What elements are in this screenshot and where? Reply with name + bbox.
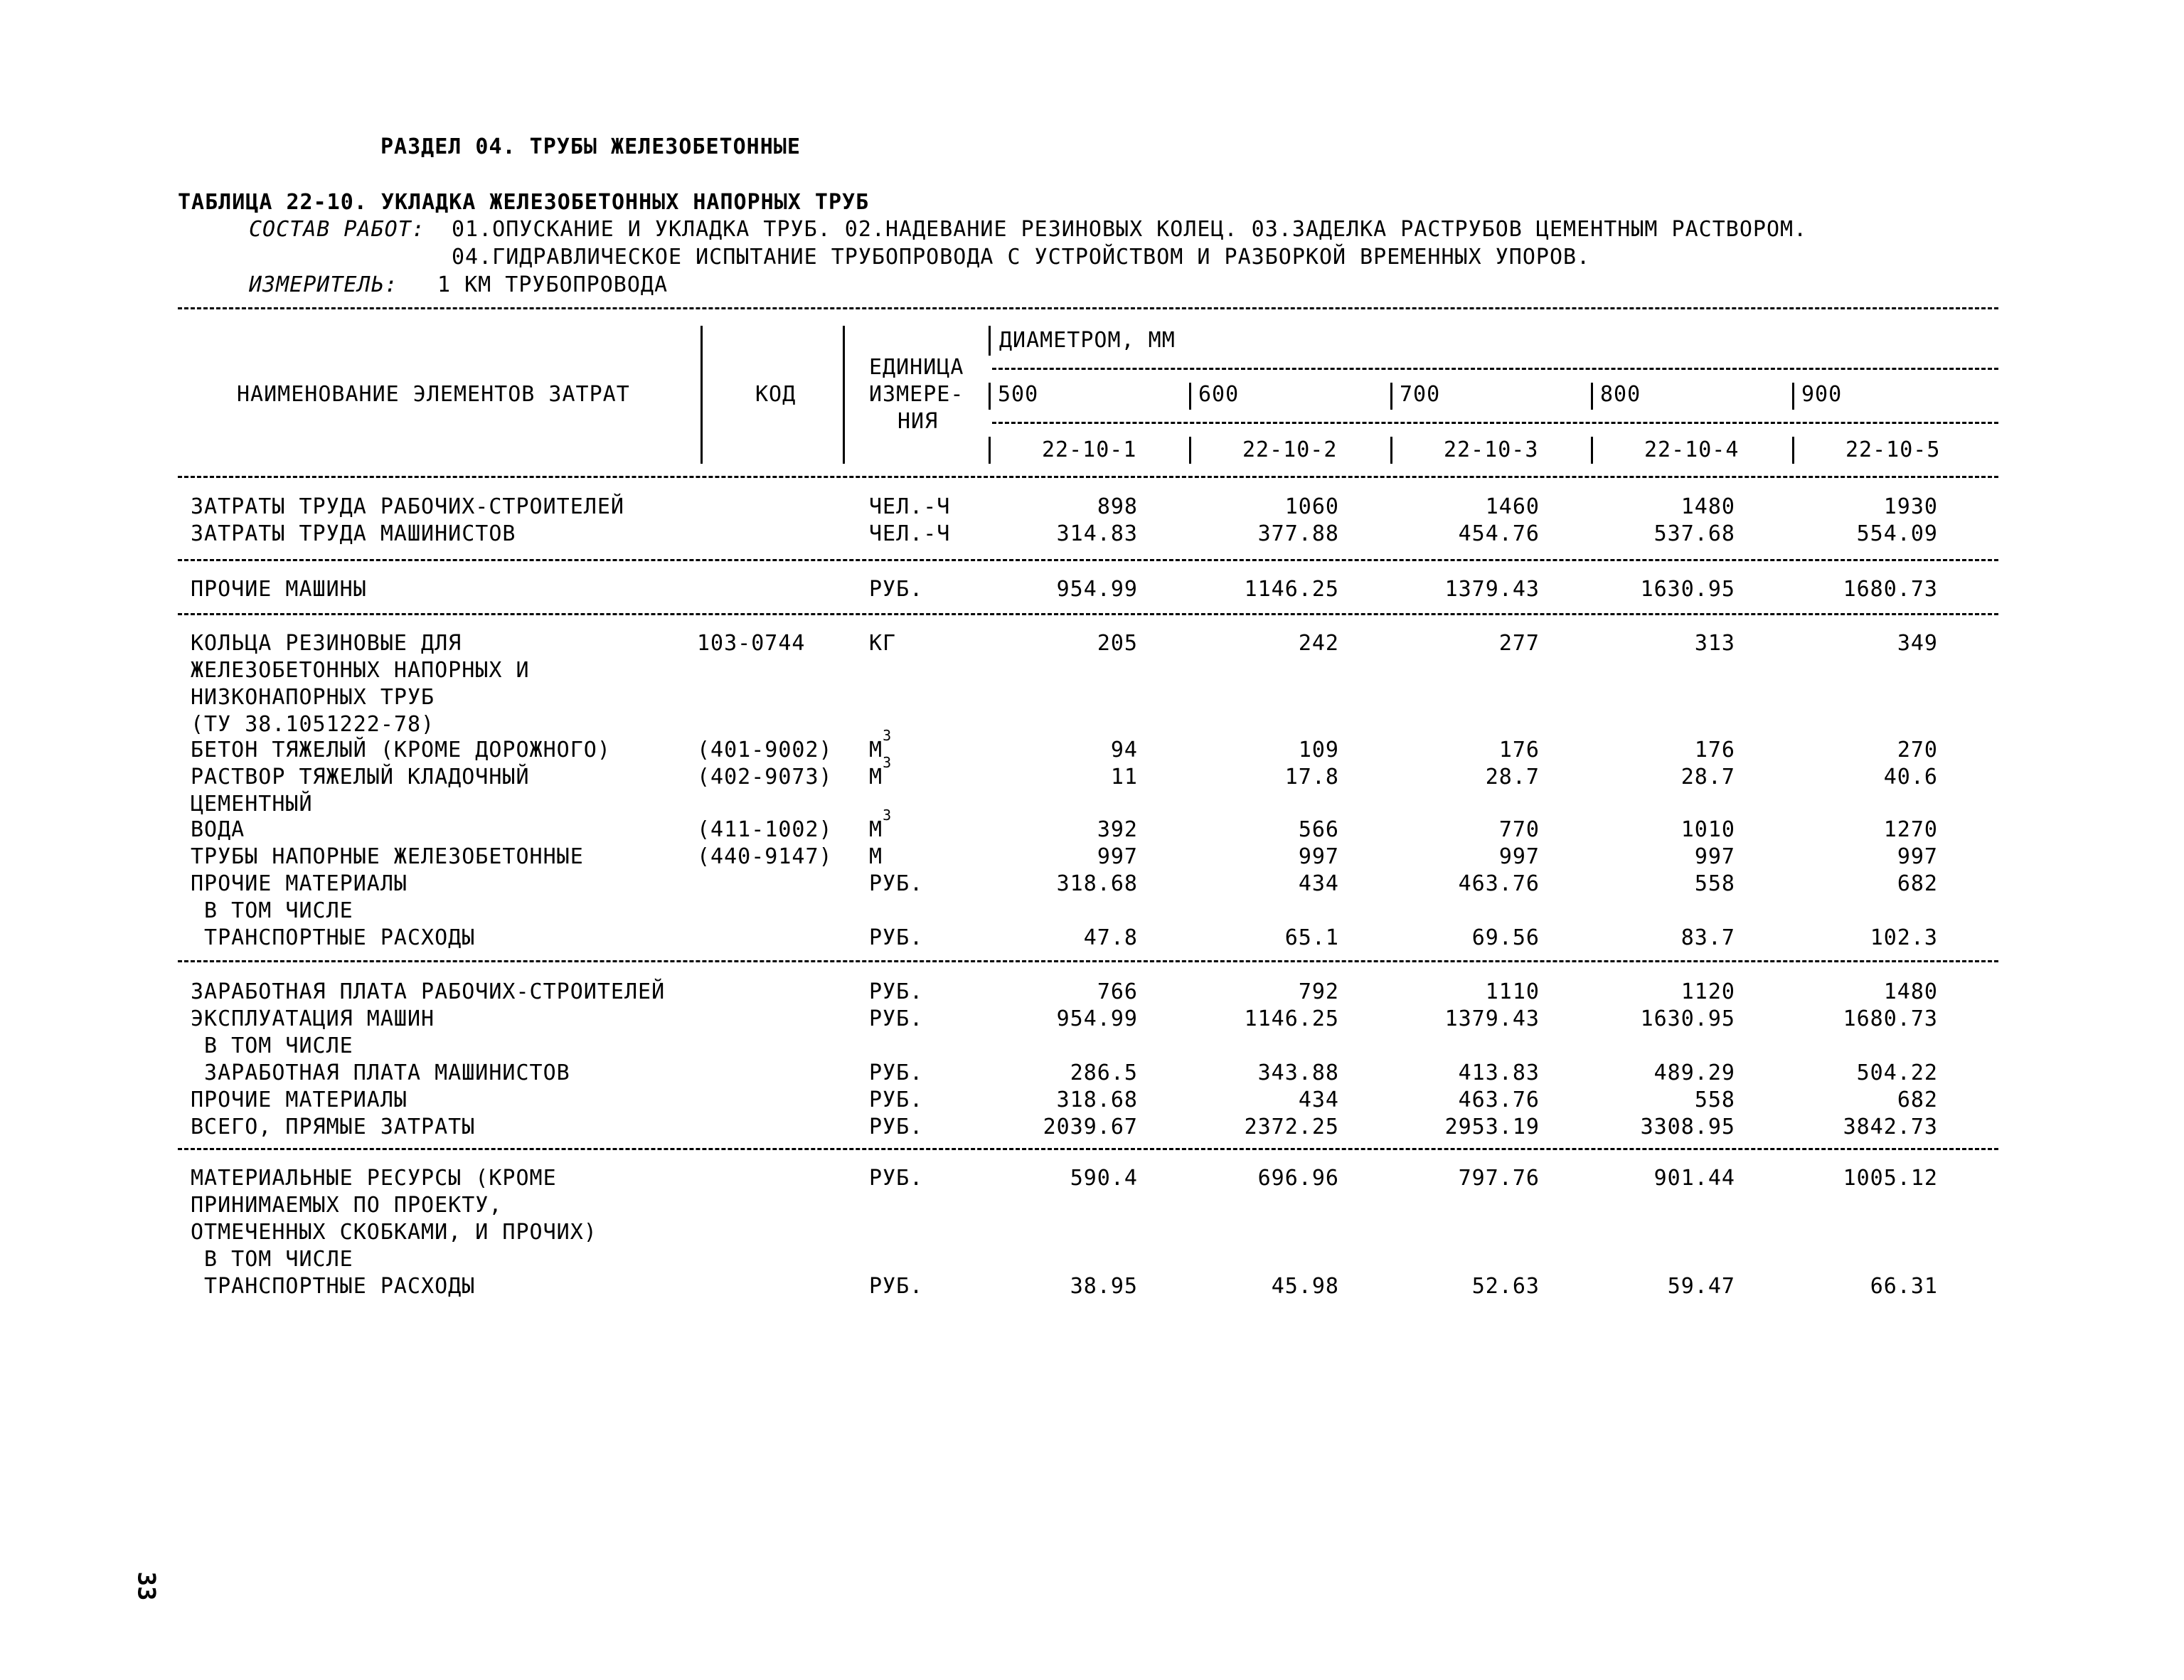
row-value-col-2: 792	[1298, 979, 1339, 1004]
diameter-600: 600	[1198, 382, 1240, 407]
row-label: МАТЕРИАЛЬНЫЕ РЕСУРСЫ (КРОМЕ	[191, 1166, 557, 1191]
row-value-col-1: 997	[1097, 844, 1138, 869]
col-divider	[1591, 437, 1593, 464]
row-value-col-5: 997	[1897, 844, 1938, 869]
header-name: НАИМЕНОВАНИЕ ЭЛЕМЕНТОВ ЗАТРАТ	[237, 382, 630, 407]
row-label: КОЛЬЦА РЕЗИНОВЫЕ ДЛЯ	[191, 631, 462, 656]
col-divider	[989, 437, 991, 464]
row-value-col-2: 566	[1298, 817, 1339, 842]
row-value-col-5: 1270	[1883, 817, 1938, 842]
row-unit	[869, 630, 896, 657]
row-label: ЦЕМЕНТНЫЙ	[191, 792, 313, 817]
row-unit	[869, 1165, 923, 1192]
row-unit-text: РУБ.	[869, 871, 924, 896]
row-value-col-4: 1630.95	[1640, 1006, 1735, 1031]
page-number: 33	[132, 1571, 161, 1601]
header-diameter: ДИАМЕТРОМ, ММ	[999, 328, 1176, 353]
row-label: ПРОЧИЕ МАТЕРИАЛЫ	[191, 871, 407, 896]
row-value-col-1: 2039.67	[1043, 1115, 1138, 1139]
row-value-col-4: 83.7	[1680, 925, 1735, 950]
row-value-col-5: 40.6	[1883, 765, 1938, 790]
rule	[992, 368, 1998, 370]
work-line-2: 04.ГИДРАВЛИЧЕСКОЕ ИСПЫТАНИЕ ТРУБОПРОВОДА С УСТРОЙСТВОМ И РАЗБОРКОЙ ВРЕМЕННЫХ УПОРОВ.	[452, 245, 1591, 270]
col-divider	[1390, 383, 1392, 410]
row-value-col-3: 770	[1498, 817, 1540, 842]
rule	[178, 960, 1998, 962]
row-value-col-2: 343.88	[1257, 1060, 1339, 1085]
row-value-col-2: 2372.25	[1244, 1115, 1339, 1139]
row-unit	[869, 871, 923, 898]
row-value-col-4: 1630.95	[1640, 577, 1735, 602]
row-unit	[869, 1114, 923, 1141]
row-unit	[869, 521, 950, 548]
row-value-col-4: 3308.95	[1640, 1115, 1735, 1139]
row-value-col-4: 997	[1694, 844, 1735, 869]
meter-value: 1 КМ ТРУБОПРОВОДА	[437, 272, 668, 297]
row-value-col-5: 682	[1897, 871, 1938, 896]
col-divider	[1792, 437, 1794, 464]
row-label: ЗАРАБОТНАЯ ПЛАТА РАБОЧИХ-СТРОИТЕЛЕЙ	[191, 979, 666, 1004]
col-divider	[1792, 383, 1794, 410]
row-value-col-3: 176	[1498, 738, 1540, 762]
row-unit	[869, 494, 950, 521]
row-value-col-4: 1010	[1680, 817, 1735, 842]
row-unit-text: РУБ.	[869, 1006, 924, 1031]
row-value-col-1: 954.99	[1056, 1006, 1138, 1031]
row-value-col-1: 590.4	[1070, 1166, 1138, 1191]
row-value-col-4: 1120	[1680, 979, 1735, 1004]
row-value-col-5: 504.22	[1856, 1060, 1938, 1085]
row-value-col-5: 1680.73	[1843, 1006, 1938, 1031]
row-value-col-2: 696.96	[1257, 1166, 1339, 1191]
row-label: ЗАРАБОТНАЯ ПЛАТА МАШИНИСТОВ	[191, 1060, 570, 1085]
row-unit	[869, 925, 923, 952]
row-value-col-3: 1110	[1485, 979, 1540, 1004]
row-unit-text: ЧЕЛ.-Ч	[869, 521, 951, 546]
row-label: ТРУБЫ НАПОРНЫЕ ЖЕЛЕЗОБЕТОННЫЕ	[191, 844, 584, 869]
header-unit-1: ЕДИНИЦА	[869, 355, 964, 380]
row-unit	[869, 979, 923, 1006]
row-value-col-1: 94	[1110, 738, 1138, 762]
col-divider	[1390, 437, 1392, 464]
row-unit	[869, 807, 893, 844]
diameter-800: 800	[1600, 382, 1641, 407]
row-unit	[869, 576, 923, 603]
row-value-col-1: 392	[1097, 817, 1138, 842]
row-value-col-2: 997	[1298, 844, 1339, 869]
row-label: ВСЕГО, ПРЯМЫЕ ЗАТРАТЫ	[191, 1115, 476, 1139]
code-22-10-2: 22-10-2	[1242, 437, 1338, 462]
row-code: (402-9073)	[697, 765, 833, 790]
row-value-col-1: 314.83	[1056, 521, 1138, 546]
row-value-col-4: 558	[1694, 871, 1735, 896]
row-value-col-3: 997	[1498, 844, 1540, 869]
row-label: ЗАТРАТЫ ТРУДА РАБОЧИХ-СТРОИТЕЛЕЙ	[191, 494, 624, 519]
row-value-col-4: 313	[1694, 631, 1735, 656]
unit-superscript: 3	[883, 727, 893, 744]
row-code: 103-0744	[697, 631, 806, 656]
row-unit-text: КГ	[869, 631, 897, 656]
row-value-col-5: 1480	[1883, 979, 1938, 1004]
row-value-col-5: 102.3	[1870, 925, 1938, 950]
code-22-10-3: 22-10-3	[1444, 437, 1539, 462]
row-value-col-2: 434	[1298, 1088, 1339, 1112]
row-value-col-1: 954.99	[1056, 577, 1138, 602]
unit-superscript: 3	[883, 754, 893, 771]
row-value-col-4: 176	[1694, 738, 1735, 762]
row-value-col-2: 242	[1298, 631, 1339, 656]
col-divider	[701, 326, 703, 464]
row-label: ПРОЧИЕ МАШИНЫ	[191, 577, 367, 602]
row-value-col-2: 1060	[1284, 494, 1339, 519]
row-value-col-5: 1680.73	[1843, 577, 1938, 602]
row-value-col-3: 1460	[1485, 494, 1540, 519]
col-divider	[1189, 383, 1191, 410]
row-unit	[869, 754, 893, 791]
row-code: (440-9147)	[697, 844, 833, 869]
row-unit-text: РУБ.	[869, 1060, 924, 1085]
row-unit-text: М	[869, 765, 883, 790]
row-value-col-3: 463.76	[1458, 871, 1540, 896]
row-value-col-2: 1146.25	[1244, 577, 1339, 602]
row-value-col-5: 349	[1897, 631, 1938, 656]
row-value-col-1: 318.68	[1056, 1088, 1138, 1112]
row-label: БЕТОН ТЯЖЕЛЫЙ (КРОМЕ ДОРОЖНОГО)	[191, 738, 611, 762]
row-value-col-3: 413.83	[1458, 1060, 1540, 1085]
row-value-col-4: 28.7	[1680, 765, 1735, 790]
row-value-col-5: 1005.12	[1843, 1166, 1938, 1191]
row-value-col-1: 898	[1097, 494, 1138, 519]
row-label: В ТОМ ЧИСЛЕ	[191, 898, 353, 923]
meter-label: ИЗМЕРИТЕЛЬ:	[249, 272, 398, 297]
row-value-col-1: 318.68	[1056, 871, 1138, 896]
row-label: ЭКСПЛУАТАЦИЯ МАШИН	[191, 1006, 435, 1031]
row-unit	[869, 1060, 923, 1087]
diameter-500: 500	[998, 382, 1039, 407]
row-value-col-4: 901.44	[1653, 1166, 1735, 1191]
row-value-col-4: 537.68	[1653, 521, 1735, 546]
header-code: КОД	[755, 382, 797, 407]
row-value-col-4: 489.29	[1653, 1060, 1735, 1085]
row-unit-text: РУБ.	[869, 1166, 924, 1191]
work-label: СОСТАВ РАБОТ:	[249, 217, 425, 242]
header-unit-2: ИЗМЕРЕ-	[869, 382, 964, 407]
row-value-col-1: 286.5	[1070, 1060, 1138, 1085]
row-value-col-4: 558	[1694, 1088, 1735, 1112]
row-value-col-1: 38.95	[1070, 1274, 1138, 1299]
row-unit-text: РУБ.	[869, 979, 924, 1004]
row-value-col-3: 2953.19	[1444, 1115, 1540, 1139]
row-value-col-2: 377.88	[1257, 521, 1339, 546]
row-unit-text: М	[869, 738, 883, 762]
diameter-700: 700	[1400, 382, 1441, 407]
row-unit-text: РУБ.	[869, 1115, 924, 1139]
row-value-col-3: 277	[1498, 631, 1540, 656]
row-unit-text: РУБ.	[869, 925, 924, 950]
row-value-col-1: 766	[1097, 979, 1138, 1004]
row-value-col-5: 66.31	[1870, 1274, 1938, 1299]
row-unit-text: РУБ.	[869, 1088, 924, 1112]
table-title: ТАБЛИЦА 22-10. УКЛАДКА ЖЕЛЕЗОБЕТОННЫХ НАПОРНЫХ ТРУБ	[178, 190, 870, 215]
row-label: (ТУ 38.1051222-78)	[191, 712, 435, 737]
row-value-col-3: 1379.43	[1444, 577, 1540, 602]
row-value-col-3: 797.76	[1458, 1166, 1540, 1191]
rule	[178, 307, 1998, 309]
row-value-col-3: 28.7	[1485, 765, 1540, 790]
row-value-col-5: 270	[1897, 738, 1938, 762]
row-value-col-5: 554.09	[1856, 521, 1938, 546]
row-value-col-1: 47.8	[1083, 925, 1138, 950]
row-unit	[869, 1087, 923, 1114]
row-value-col-1: 205	[1097, 631, 1138, 656]
col-divider	[1591, 383, 1593, 410]
row-value-col-3: 454.76	[1458, 521, 1540, 546]
row-code: (411-1002)	[697, 817, 833, 842]
row-value-col-1: 11	[1110, 765, 1138, 790]
work-line-1: 01.ОПУСКАНИЕ И УКЛАДКА ТРУБ. 02.НАДЕВАНИЕ РЕЗИНОВЫХ КОЛЕЦ. 03.ЗАДЕЛКА РАСТРУБОВ ЦЕМЕНТНЫМ РАСТВОРОМ.	[452, 217, 1808, 242]
row-label: ПРОЧИЕ МАТЕРИАЛЫ	[191, 1088, 407, 1112]
code-22-10-4: 22-10-4	[1644, 437, 1740, 462]
row-value-col-4: 1480	[1680, 494, 1735, 519]
row-unit-text: М	[869, 817, 883, 842]
rule	[992, 422, 1998, 424]
col-divider	[1189, 437, 1191, 464]
row-value-col-5: 1930	[1883, 494, 1938, 519]
col-divider	[989, 326, 991, 356]
row-value-col-2: 65.1	[1284, 925, 1339, 950]
row-unit	[869, 1273, 923, 1300]
col-divider	[843, 326, 845, 464]
row-label: ВОДА	[191, 817, 245, 842]
row-value-col-5: 3842.73	[1843, 1115, 1938, 1139]
unit-superscript: 3	[883, 807, 893, 824]
row-label: ТРАНСПОРТНЫЕ РАСХОДЫ	[191, 1274, 476, 1299]
row-value-col-3: 52.63	[1471, 1274, 1540, 1299]
row-unit-text: РУБ.	[869, 1274, 924, 1299]
row-value-col-5: 682	[1897, 1088, 1938, 1112]
row-code: (401-9002)	[697, 738, 833, 762]
row-unit	[869, 1006, 923, 1033]
rule	[178, 1148, 1998, 1150]
section-title: РАЗДЕЛ 04. ТРУБЫ ЖЕЛЕЗОБЕТОННЫЕ	[380, 134, 801, 159]
row-label: ПРИНИМАЕМЫХ ПО ПРОЕКТУ,	[191, 1193, 503, 1218]
row-label: НИЗКОНАПОРНЫХ ТРУБ	[191, 685, 435, 710]
row-value-col-2: 45.98	[1271, 1274, 1339, 1299]
row-unit-text: ЧЕЛ.-Ч	[869, 494, 951, 519]
code-22-10-5: 22-10-5	[1845, 437, 1941, 462]
code-22-10-1: 22-10-1	[1042, 437, 1137, 462]
row-label: В ТОМ ЧИСЛЕ	[191, 1033, 353, 1058]
row-value-col-3: 1379.43	[1444, 1006, 1540, 1031]
rule	[178, 559, 1998, 561]
row-value-col-2: 109	[1298, 738, 1339, 762]
row-label: В ТОМ ЧИСЛЕ	[191, 1247, 353, 1272]
row-label: ОТМЕЧЕННЫХ СКОБКАМИ, И ПРОЧИХ)	[191, 1220, 597, 1245]
row-label: ЗАТРАТЫ ТРУДА МАШИНИСТОВ	[191, 521, 516, 546]
row-label: РАСТВОР ТЯЖЕЛЫЙ КЛАДОЧНЫЙ	[191, 765, 530, 790]
row-label: ТРАНСПОРТНЫЕ РАСХОДЫ	[191, 925, 476, 950]
row-unit	[869, 844, 883, 871]
row-label: ЖЕЛЕЗОБЕТОННЫХ НАПОРНЫХ И	[191, 658, 530, 683]
row-value-col-2: 434	[1298, 871, 1339, 896]
rule	[178, 613, 1998, 615]
row-value-col-3: 69.56	[1471, 925, 1540, 950]
row-unit-text: РУБ.	[869, 577, 924, 602]
row-value-col-2: 17.8	[1284, 765, 1339, 790]
row-value-col-4: 59.47	[1667, 1274, 1735, 1299]
col-divider	[989, 383, 991, 410]
diameter-900: 900	[1801, 382, 1843, 407]
row-unit-text: М	[869, 844, 883, 869]
row-value-col-2: 1146.25	[1244, 1006, 1339, 1031]
header-unit-3: НИЯ	[897, 409, 939, 434]
row-value-col-3: 463.76	[1458, 1088, 1540, 1112]
rule	[178, 476, 1998, 478]
